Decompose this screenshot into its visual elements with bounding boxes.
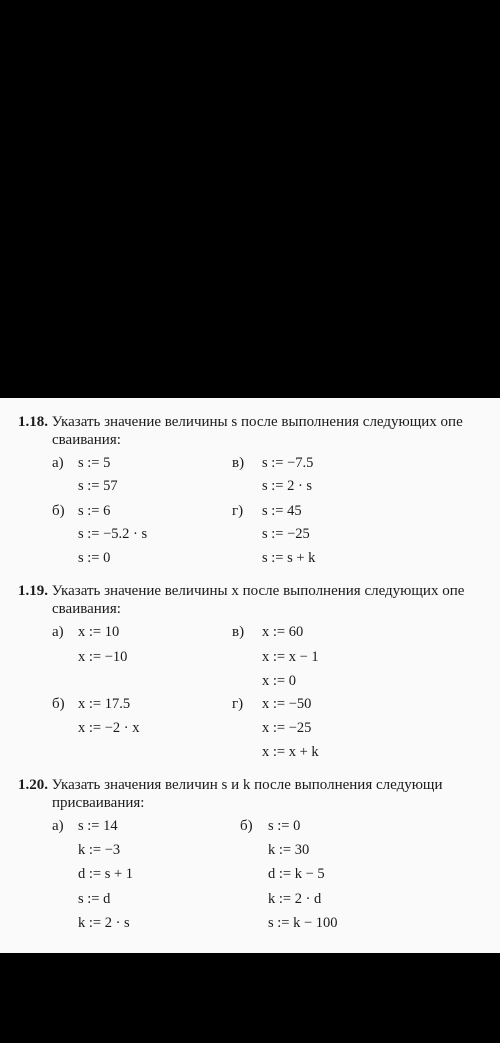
assignment-line: k := 2 · s	[78, 915, 130, 931]
assignment-line: s := −5.2 · s	[78, 526, 148, 542]
assignment-line: s := 2 · s	[262, 478, 313, 494]
assignment-line: x := 60	[262, 624, 304, 640]
option-label-a: а)	[52, 455, 64, 471]
problem-text-continued: сваивания:	[52, 432, 121, 448]
problem-text-continued: присваивания:	[52, 795, 145, 811]
assignment-line: s := d	[78, 891, 111, 907]
assignment-line: x := −25	[262, 720, 312, 736]
assignment-line: s := 0	[268, 818, 301, 834]
problem-text: Указать значения величин s и k после выполнения следующи	[51, 777, 443, 793]
assignment-line: s := s + k	[262, 550, 316, 566]
problem-text: Указать значение величины x после выполнения следующих опе	[51, 583, 465, 599]
assignment-line: s := 5	[78, 455, 111, 471]
problem-title	[18, 413, 463, 432]
option-label-b: б)	[52, 503, 65, 519]
assignment-line: s := 45	[262, 503, 302, 519]
option-label-a: а)	[52, 818, 64, 834]
option-label-v: в)	[232, 624, 245, 640]
assignment-line: s := 0	[78, 550, 111, 566]
assignment-line: x := −2 · x	[78, 720, 140, 736]
assignment-line: x := −10	[78, 649, 128, 665]
option-label-v: в)	[232, 455, 245, 471]
problem-text: Указать значение величины s после выполнения следующих опе	[51, 414, 463, 430]
assignment-line: x := 10	[78, 624, 120, 640]
assignment-line: k := 30	[268, 842, 310, 858]
assignment-line: s := 6	[78, 503, 111, 519]
problem-number: 1.18.	[18, 414, 48, 430]
assignment-line: d := k − 5	[268, 866, 325, 882]
assignment-line: x := x + k	[262, 744, 319, 760]
assignment-line: k := 2 · d	[268, 891, 322, 907]
problem-title	[18, 582, 464, 601]
assignment-line: x := 0	[262, 673, 296, 689]
assignment-line: s := −7.5	[262, 455, 314, 471]
assignment-line: x := −50	[262, 696, 312, 712]
problem-number: 1.20.	[18, 777, 48, 793]
option-label-g: г)	[232, 503, 244, 519]
assignment-line: d := s + 1	[78, 866, 134, 882]
assignment-line: s := −25	[262, 526, 310, 542]
assignment-line: x := 17.5	[78, 696, 131, 712]
textbook-page	[0, 398, 500, 953]
option-label-g: г)	[232, 696, 244, 712]
option-label-a: а)	[52, 624, 64, 640]
problem-text-continued: сваивания:	[52, 601, 121, 617]
option-label-b: б)	[52, 696, 65, 712]
assignment-line: s := 14	[78, 818, 118, 834]
option-label-b: б)	[240, 818, 253, 834]
assignment-line: s := 57	[78, 478, 118, 494]
assignment-line: x := x − 1	[262, 649, 319, 665]
assignment-line: s := k − 100	[268, 915, 338, 931]
problem-title	[18, 776, 443, 795]
problem-number: 1.19.	[18, 583, 48, 599]
assignment-line: k := −3	[78, 842, 121, 858]
